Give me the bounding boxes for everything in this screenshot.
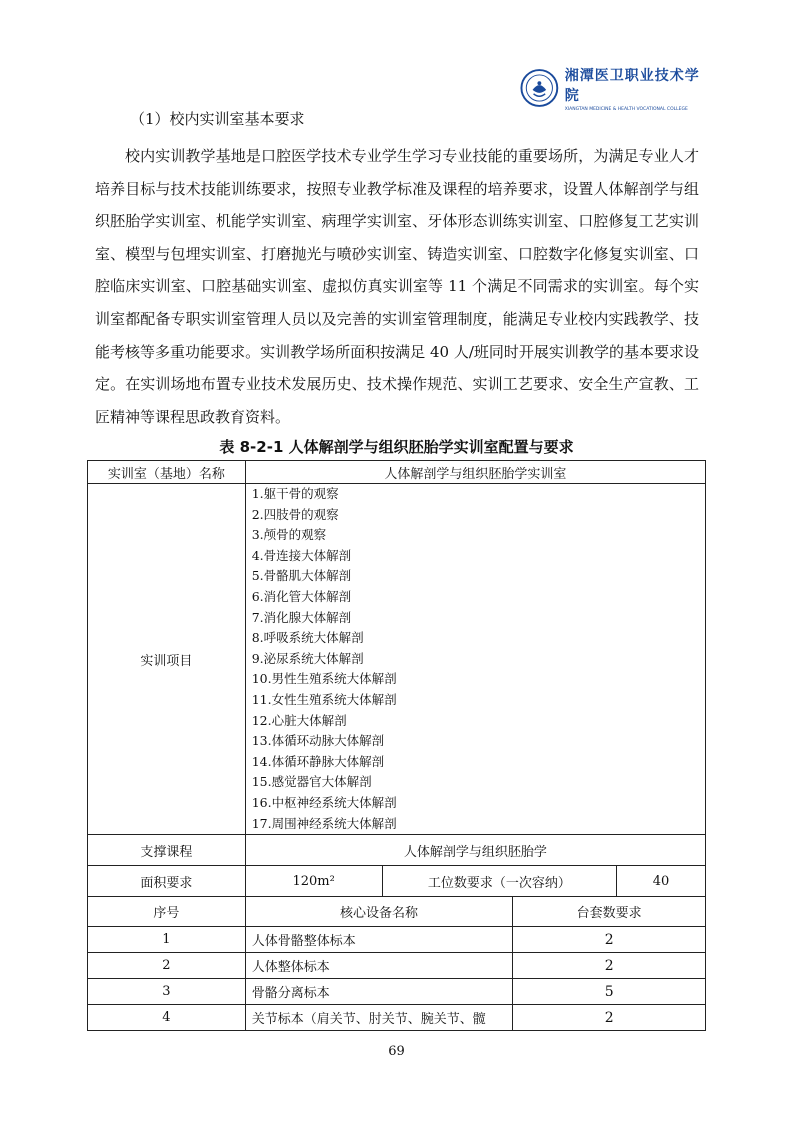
equipment-no-header: 序号: [88, 897, 246, 927]
table-row: [88, 927, 706, 953]
training-item: 16.中枢神经系统大体解剖: [251, 794, 397, 810]
equipment-qty: 5: [513, 979, 706, 1005]
equipment-no: 1: [88, 927, 246, 953]
body-paragraph: 校内实训教学基地是口腔医学技术专业学生学习专业技能的重要场所，为满足专业人才培养目标与技术技能训练要求，按照专业教学标准及课程的培养要求，设置人体解剖学与组织胚胎学实训室、机能学实训室、病理学实训室、牙体形态训练实训室、口腔修复工艺实训室、模型与包埋实训室、打磨抛光与喷砂实训室、铸造实训室、口腔数字化修复实训室、口腔临床实训室、口腔基础实训室、虚拟仿真实训室等 11 个满足不同需求的实训室。每个实训室都配备专职实训室管理人员以及完善的实训室管理制度，能满足专业校内实践教学、技能考核等多重功能要求。实训教学场所面积按满足 40 人/班同时开展实训教学的基本要求设定。在实训场地布置专业技术发展历史、技术操作规范、实训工艺要求、安全生产宣教、工匠精神等课程思政教育资料。: [95, 147, 699, 426]
logo-chinese-name: 湘潭医卫职业技术学院: [564, 67, 700, 104]
supporting-course-value: 人体解剖学与组织胚胎学: [245, 835, 705, 866]
supporting-course-label: 支撑课程: [88, 835, 246, 866]
table-row: [88, 1005, 706, 1031]
training-item: 1.躯干骨的观察: [251, 486, 339, 501]
page-number: 69: [388, 1044, 405, 1059]
body-paragraph-block: [95, 140, 699, 433]
section-heading: （1）校内实训室基本要求: [130, 110, 305, 128]
stations-label: 工位数要求（一次容纳）: [382, 866, 617, 897]
college-emblem-icon: [520, 68, 559, 108]
equipment-qty: 2: [513, 927, 706, 953]
table-row: [88, 979, 706, 1005]
training-item: 17.周围神经系统大体解剖: [251, 815, 397, 831]
table-header-row: [88, 461, 706, 484]
header-lab-name-label: 实训室（基地）名称: [88, 461, 246, 484]
training-item: 9.泌尿系统大体解剖: [251, 650, 364, 666]
training-item: 15.感觉器官大体解剖: [251, 774, 372, 790]
training-items-row: [88, 484, 706, 835]
header-lab-name-value: 人体解剖学与组织胚胎学实训室: [245, 461, 705, 484]
training-items-list: [245, 484, 705, 835]
equipment-no: 4: [88, 1005, 246, 1031]
training-item: 12.心脏大体解剖: [251, 712, 347, 728]
equipment-qty: 2: [513, 953, 706, 979]
equipment-name: 人体整体标本: [245, 953, 513, 979]
training-item: 13.体循环动脉大体解剖: [251, 733, 385, 749]
college-logo: [520, 66, 710, 110]
equipment-qty-header: 台套数要求: [513, 897, 706, 927]
equipment-name: 人体骨骼整体标本: [245, 927, 513, 953]
equipment-name: 骨骼分离标本: [245, 979, 513, 1005]
area-requirement-row: [88, 866, 706, 897]
lab-config-table: [87, 460, 706, 1031]
training-items-label: 实训项目: [88, 484, 246, 835]
stations-value: 40: [617, 866, 706, 897]
equipment-name: 关节标本（肩关节、肘关节、腕关节、髋: [245, 1005, 513, 1031]
training-item: 4.骨连接大体解剖: [251, 547, 352, 563]
table-title: 表 8-2-1 人体解剖学与组织胚胎学实训室配置与要求: [219, 438, 574, 456]
training-item: 6.消化管大体解剖: [251, 588, 352, 604]
table-row: [88, 953, 706, 979]
supporting-course-row: [88, 835, 706, 866]
equipment-header-row: [88, 897, 706, 927]
equipment-qty: 2: [513, 1005, 706, 1031]
training-item: 3.颅骨的观察: [251, 527, 327, 543]
training-item: 7.消化腺大体解剖: [251, 609, 352, 625]
logo-english-name: XIANGTAN MEDICINE & HEALTH VOCATIONAL COLLEGE: [564, 106, 688, 112]
area-value: 120m²: [245, 866, 382, 897]
equipment-no: 3: [88, 979, 246, 1005]
training-item: 14.体循环静脉大体解剖: [251, 753, 385, 769]
training-item: 2.四肢骨的观察: [251, 506, 339, 522]
training-item: 8.呼吸系统大体解剖: [251, 630, 364, 646]
area-label: 面积要求: [88, 866, 246, 897]
equipment-no: 2: [88, 953, 246, 979]
equipment-name-header: 核心设备名称: [245, 897, 513, 927]
training-item: 5.骨骼肌大体解剖: [251, 568, 352, 584]
training-item: 10.男性生殖系统大体解剖: [251, 671, 397, 687]
training-item: 11.女性生殖系统大体解剖: [251, 691, 397, 707]
